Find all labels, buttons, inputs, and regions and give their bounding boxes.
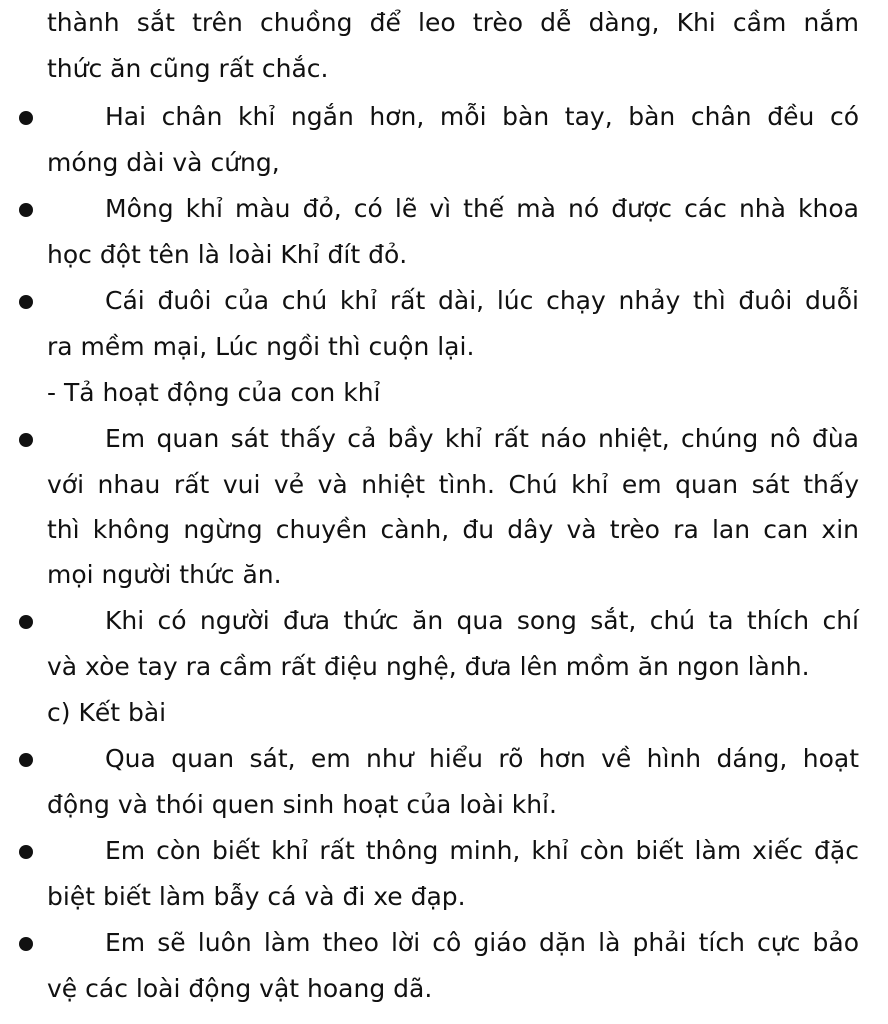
bullet-icon [19,433,33,447]
bullet-item-text: Cái đuôi của chú khỉ rất dài, lúc chạy nhảy thì đuôi duỗi [105,286,859,315]
bullet-icon [19,753,33,767]
section-subheading: - Tả hoạt động của con khỉ [47,378,381,407]
bullet-item-line [47,926,859,960]
bullet-item-line [47,100,859,134]
bullet-icon [19,937,33,951]
bullet-item-text: Em sẽ luôn làm theo lời cô giáo dặn là phải tích cực bảo [105,928,859,957]
text-line: thì không ngừng chuyền cành, đu dây và trèo ra lan can xin [47,515,859,544]
bullet-icon [19,111,33,125]
text-line: thức ăn cũng rất chắc. [47,54,329,83]
bullet-item-text: Khi có người đưa thức ăn qua song sắt, chú ta thích chí [105,606,859,635]
text-line: với nhau rất vui vẻ và nhiệt tình. Chú khỉ em quan sát thấy [47,470,859,499]
bullet-icon [19,845,33,859]
bullet-item-text: Mông khỉ màu đỏ, có lẽ vì thế mà nó được các nhà khoa [105,194,859,223]
section-heading: c) Kết bài [47,698,167,727]
bullet-item-line [47,422,859,456]
bullet-icon [19,615,33,629]
text-line: biệt biết làm bẫy cá và đi xe đạp. [47,882,466,911]
text-line: mọi người thức ăn. [47,560,282,589]
bullet-item-line [47,742,859,776]
text-line: ra mềm mại, Lúc ngồi thì cuộn lại. [47,332,475,361]
bullet-icon [19,295,33,309]
bullet-item-line [47,284,859,318]
bullet-icon [19,203,33,217]
bullet-item-line [47,192,859,226]
bullet-item-text: Em còn biết khỉ rất thông minh, khỉ còn biết làm xiếc đặc [105,836,859,865]
text-line: học đột tên là loài Khỉ đít đỏ. [47,240,408,269]
bullet-item-line [47,604,859,638]
bullet-item-text: Qua quan sát, em như hiểu rõ hơn về hình dáng, hoạt [105,744,859,773]
text-line: và xòe tay ra cầm rất điệu nghệ, đưa lên mồm ăn ngon lành. [47,652,810,681]
text-line: vệ các loài động vật hoang dã. [47,974,433,1003]
bullet-item-text: Hai chân khỉ ngắn hơn, mỗi bàn tay, bàn chân đều có [105,102,859,131]
text-line: móng dài và cứng, [47,148,280,177]
bullet-item-line [47,834,859,868]
bullet-item-text: Em quan sát thấy cả bầy khỉ rất náo nhiệt, chúng nô đùa [105,424,859,453]
text-line: thành sắt trên chuồng để leo trèo dễ dàng, Khi cầm nắm [47,8,859,37]
text-line: động và thói quen sinh hoạt của loài khỉ. [47,790,557,819]
